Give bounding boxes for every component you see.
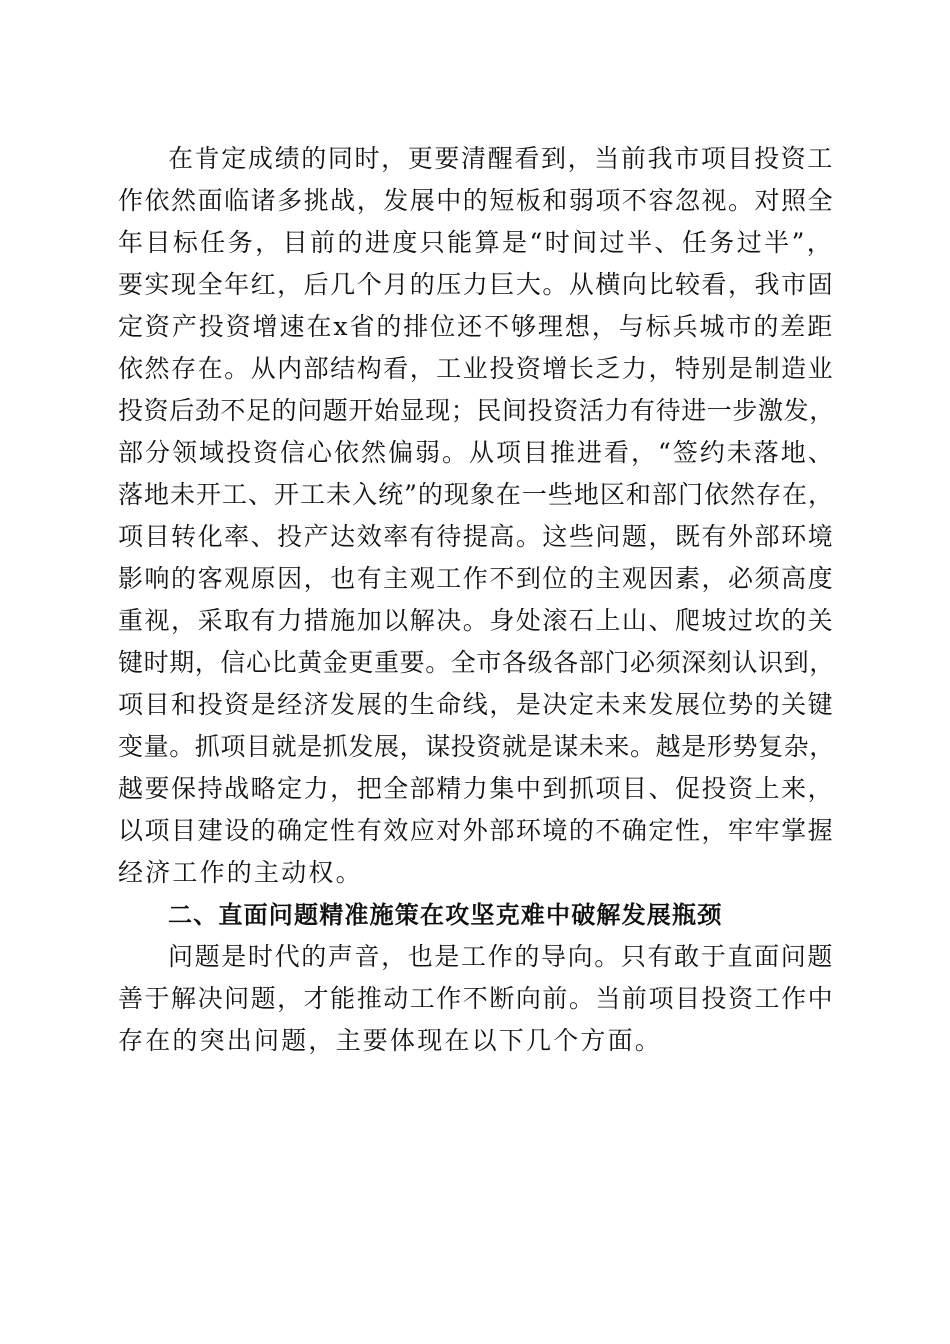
paragraph-2-line-1: 问题是时代的声音，也是工作的导向。只有敢于直面问题 xyxy=(168,942,834,971)
document-body xyxy=(118,138,834,1062)
paragraph-1-line-5: 定资产投资增速在x省的排位还不够理想，与标兵城市的差距 xyxy=(118,312,834,341)
paragraph-1-line-1: 在肯定成绩的同时，更要清醒看到，当前我市项目投资工 xyxy=(168,144,834,173)
paragraph-2-line-2: 善于解决问题，才能推动工作不断向前。当前项目投资工作中 xyxy=(118,984,834,1013)
paragraph-1-line-15: 变量。抓项目就是抓发展，谋投资就是谋未来。越是形势复杂， xyxy=(118,732,835,761)
paragraph-1-line-3: 年目标任务，目前的进度只能算是“时间过半、任务过半”， xyxy=(118,228,834,257)
paragraph-1-line-12: 重视，采取有力措施加以解决。身处滚石上山、爬坡过坎的关 xyxy=(118,606,834,635)
paragraph-1-line-4: 要实现全年红，后几个月的压力巨大。从横向比较看，我市固 xyxy=(118,270,834,299)
section-heading: 二、直面问题精准施策在攻坚克难中破解发展瓶颈 xyxy=(168,901,723,929)
paragraph-1-line-13: 键时期，信心比黄金更重要。全市各级各部门必须深刻认识到， xyxy=(118,648,835,677)
paragraph-2-line-3: 存在的突出问题，主要体现在以下几个方面。 xyxy=(118,1026,663,1055)
paragraph-1-line-16: 越要保持战略定力，把全部精力集中到抓项目、促投资上来， xyxy=(118,774,834,803)
paragraph-1-line-6: 依然存在。从内部结构看，工业投资增长乏力，特别是制造业 xyxy=(118,354,834,383)
paragraph-1-line-10: 项目转化率、投产达效率有待提高。这些问题，既有外部环境 xyxy=(118,522,834,551)
paragraph-1-line-2: 作依然面临诸多挑战，发展中的短板和弱项不容忽视。对照全 xyxy=(118,186,834,215)
paragraph-1-line-11: 影响的客观原因，也有主观工作不到位的主观因素，必须高度 xyxy=(118,564,834,593)
paragraph-1-line-18: 经济工作的主动权。 xyxy=(118,858,363,887)
paragraph-1-line-17: 以项目建设的确定性有效应对外部环境的不确定性，牢牢掌握 xyxy=(118,816,834,845)
paragraph-1-line-9: 落地未开工、开工未入统”的现象在一些地区和部门依然存在， xyxy=(118,480,834,509)
paragraph-1-line-7: 投资后劲不足的问题开始显现；民间投资活力有待进一步激发， xyxy=(118,396,835,425)
paragraph-1-line-8: 部分领域投资信心依然偏弱。从项目推进看，“签约未落地、 xyxy=(118,438,835,467)
paragraph-1-line-14: 项目和投资是经济发展的生命线，是决定未来发展位势的关键 xyxy=(118,690,834,719)
